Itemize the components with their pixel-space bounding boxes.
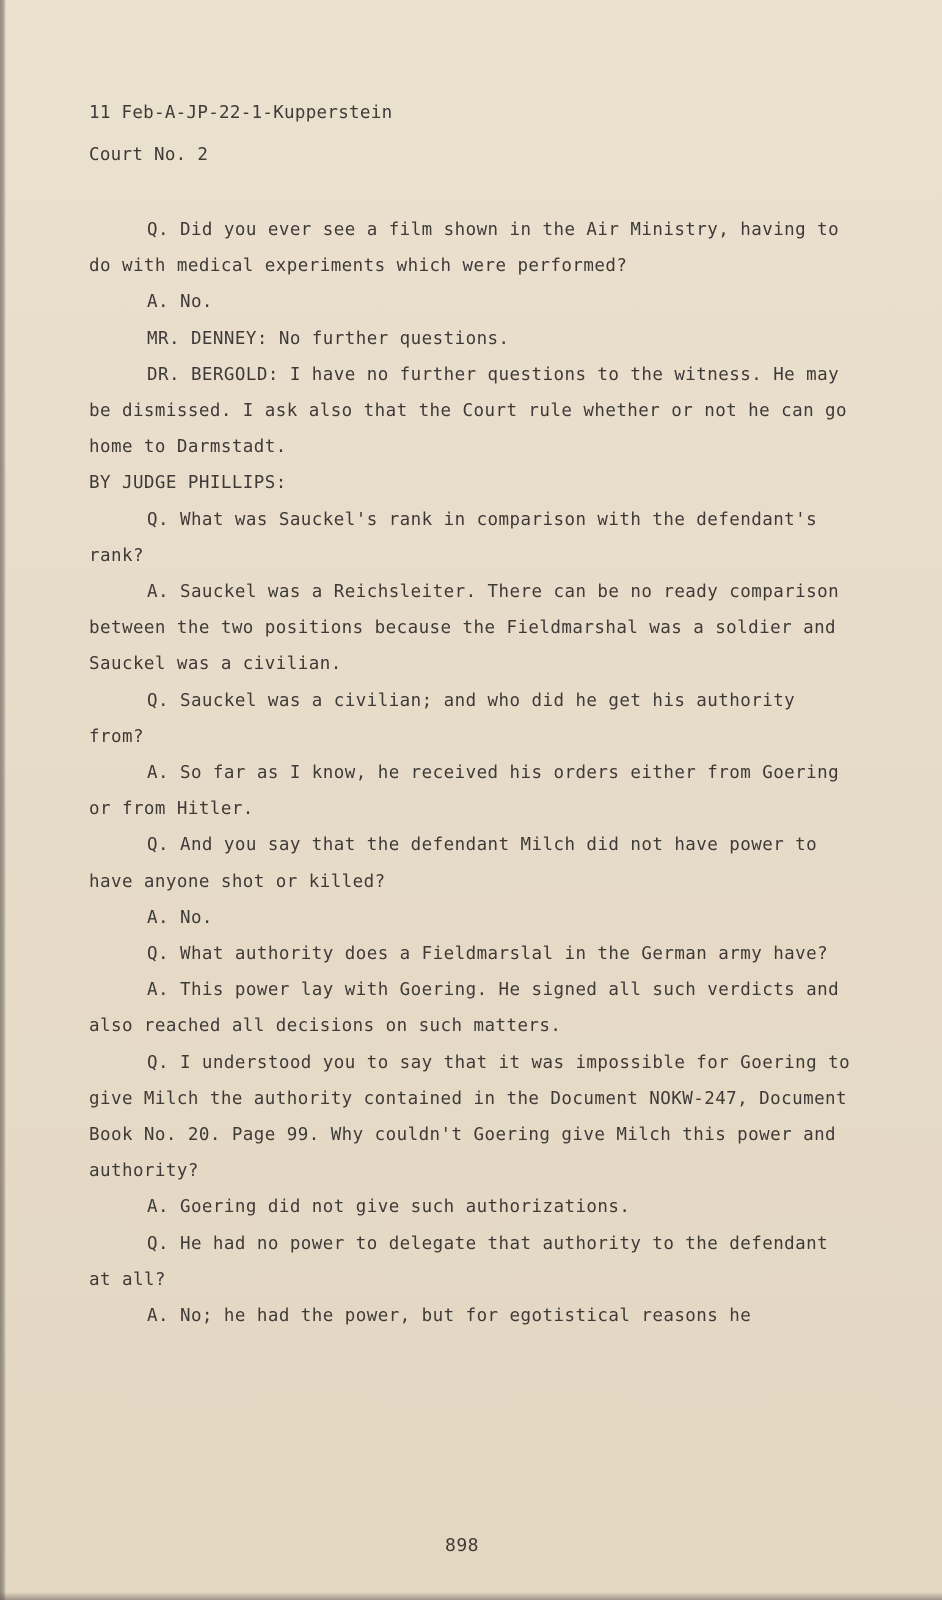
- transcript-paragraph: A. No.: [147, 907, 213, 928]
- court-number: Court No. 2: [89, 145, 209, 165]
- transcript-paragraph: Q. What authority does a Fieldmarslal in the German army have?: [147, 944, 829, 965]
- transcript-paragraph: Q. I understood you to say that it was impossible for Goering to give Milch the authority contained in the Document NOKW-247, Document Book No. 20. Page 99. Why couldn't Goering give Milch this power and authority?: [89, 1052, 851, 1182]
- transcript-paragraph: A. Sauckel was a Reichsleiter. There can be no ready comparison between the two positions because the Fieldmarshal was a soldier and Sauckel was a civilian.: [89, 582, 840, 675]
- transcript-paragraph: Q. Sauckel was a civilian; and who did he get his authority from?: [89, 690, 796, 747]
- transcript-paragraph: A. So far as I know, he received his orders either from Goering or from Hitler.: [89, 763, 840, 820]
- transcript-paragraph: Q. What was Sauckel's rank in comparison with the defendant's rank?: [89, 509, 818, 566]
- transcript-paragraph: DR. BERGOLD: I have no further questions to the witness. He may be dismissed. I ask also that the Court rule whether or not he can go home to Darmstadt.: [89, 364, 848, 458]
- document-reference: 11 Feb-A-JP-22-1-Kupperstein: [89, 103, 393, 123]
- transcript-paragraph: BY JUDGE PHILLIPS:: [89, 473, 287, 494]
- transcript-paragraph: Q. He had no power to delegate that authority to the defendant at all?: [89, 1233, 829, 1290]
- transcript-paragraph: A. Goering did not give such authorizations.: [147, 1197, 631, 1218]
- transcript-paragraph: A. No; he had the power, but for egotistical reasons he: [147, 1306, 752, 1327]
- transcript-paragraph: MR. DENNEY: No further questions.: [147, 328, 510, 349]
- page-number: 898: [445, 1535, 480, 1556]
- transcript-paragraph: A. This power lay with Goering. He signed all such verdicts and also reached all decisions on such matters.: [89, 980, 840, 1037]
- transcript-paragraph: A. No.: [147, 292, 213, 313]
- document-header: [89, 92, 392, 176]
- transcript-body: [89, 212, 859, 1334]
- transcript-paragraph: Q. And you say that the defendant Milch did not have power to have anyone shot or killed?: [89, 835, 818, 892]
- transcript-paragraph: Q. Did you ever see a film shown in the Air Ministry, having to do with medical experiments which were performed?: [89, 220, 840, 277]
